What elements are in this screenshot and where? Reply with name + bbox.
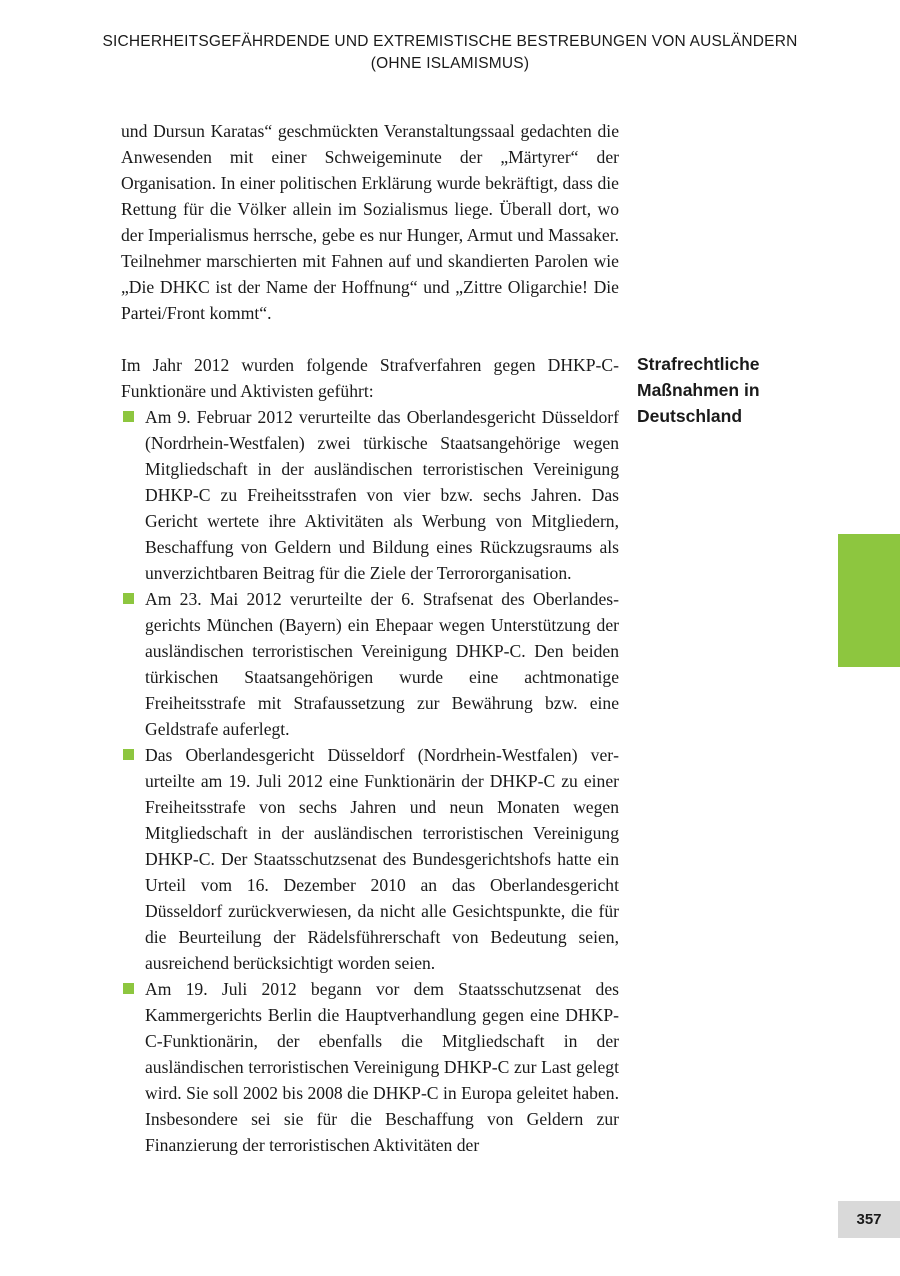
margin-heading-line: Maßnahmen in (637, 380, 760, 400)
margin-heading-line: Deutschland (637, 406, 743, 426)
margin-heading-line: Strafrechtliche (637, 354, 760, 374)
list-item (121, 742, 619, 976)
list-item-text: Am 19. Juli 2012 begann vor dem Staatsschutzsenat des Kammergerichts Berlin die Hauptverhandlung gegen eine DHKP-C-Funktionärin, der ebenfalls die Mitgliedschaft in der ausländischen terroristischen Vereinigung DHKP-C zur Last gelegt wird. Sie soll 2002 bis 2008 die DHKP-C in Europa geleitet haben. Insbesondere sei sie für die Beschaffung von Geldern zur Finanzierung der terroristischen Aktivitäten der (145, 979, 619, 1155)
body-paragraph: und Dursun Karatas“ geschmückten Veranstaltungssaal gedachten die Anwesenden mit einer Schweigeminute der „Märtyrer“ der Organisation. In einer politischen Erklärung wurde bekräftigt, dass die Rettung für die Völker allein im Sozialismus liege. Überall dort, wo der Imperialismus herrsche, gebe es nur Hunger, Armut und Massaker. Teilnehmer marschierten mit Fahnen auf und skandierten Parolen wie „Die DHKC ist der Name der Hoffnung“ und „Zittre Oligarchie! Die Partei/Front kommt“. (121, 121, 619, 323)
square-bullet-icon (123, 593, 134, 604)
body-paragraph: Im Jahr 2012 wurden folgende Strafverfahren gegen DHKP-C-Funktionäre und Aktivisten geführt: (121, 355, 619, 401)
list-item-text: Das Oberlandesgericht Düsseldorf (Nordrhein-Westfalen) verurteilte am 19. Juli 2012 eine Funktionärin der DHKP-C zu einer Freiheitsstrafe von sechs Jahren und neun Monaten wegen Mitgliedschaft in der ausländischen terroristischen Vereinigung DHKP-C. Der Staatsschutzsenat des Bundesgerichtshofs hatte ein Urteil vom 16. Dezember 2010 an das Oberlandesgericht Düsseldorf zurückverwiesen, da nicht alle Gesichtspunkte, die für die Beurteilung der Rädelsführerschaft von Bedeutung seien, ausreichend berücksichtigt worden seien. (145, 745, 619, 973)
square-bullet-icon (123, 749, 134, 760)
main-text-column (121, 118, 619, 1158)
list-item-text: Am 9. Februar 2012 verurteilte das Oberlandesgericht Düsseldorf (Nordrhein-Westfalen) zwei türkische Staatsangehörige wegen Mitgliedschaft in der ausländischen terroristischen Vereinigung DHKP-C zu Freiheitsstrafen von vier bzw. sechs Jahren. Das Gericht wertete ihre Aktivitäten als Werbung von Mitgliedern, Beschaffung von Geldern und Bildung eines Rückzugsraums als unverzichtbaren Beitrag für die Ziele der Terrororganisation. (145, 407, 619, 583)
chapter-tab-marker (838, 534, 900, 667)
square-bullet-icon (123, 411, 134, 422)
page-number: 357 (838, 1201, 900, 1238)
running-header (60, 31, 840, 75)
case-list (121, 404, 619, 1158)
list-item (121, 586, 619, 742)
margin-heading (637, 351, 827, 429)
list-item (121, 976, 619, 1158)
running-header-line-2: (OHNE ISLAMISMUS) (370, 55, 530, 72)
running-header-line-1: SICHERHEITSGEFÄHRDENDE UND EXTREMISTISCHE BESTREBUNGEN VON AUSLÄNDERN (102, 33, 798, 50)
list-item-text: Am 23. Mai 2012 verurteilte der 6. Strafsenat des Oberlandesgerichts München (Bayern) ein Ehepaar wegen Unterstützung der ausländischen terroristischen Vereinigung DHKP-C. Den beiden türkischen Staatsangehörigen wurde eine achtmonatige Freiheitsstrafe mit Strafaussetzung zur Bewährung bzw. eine Geldstrafe auferlegt. (145, 589, 619, 739)
square-bullet-icon (123, 983, 134, 994)
list-item (121, 404, 619, 586)
